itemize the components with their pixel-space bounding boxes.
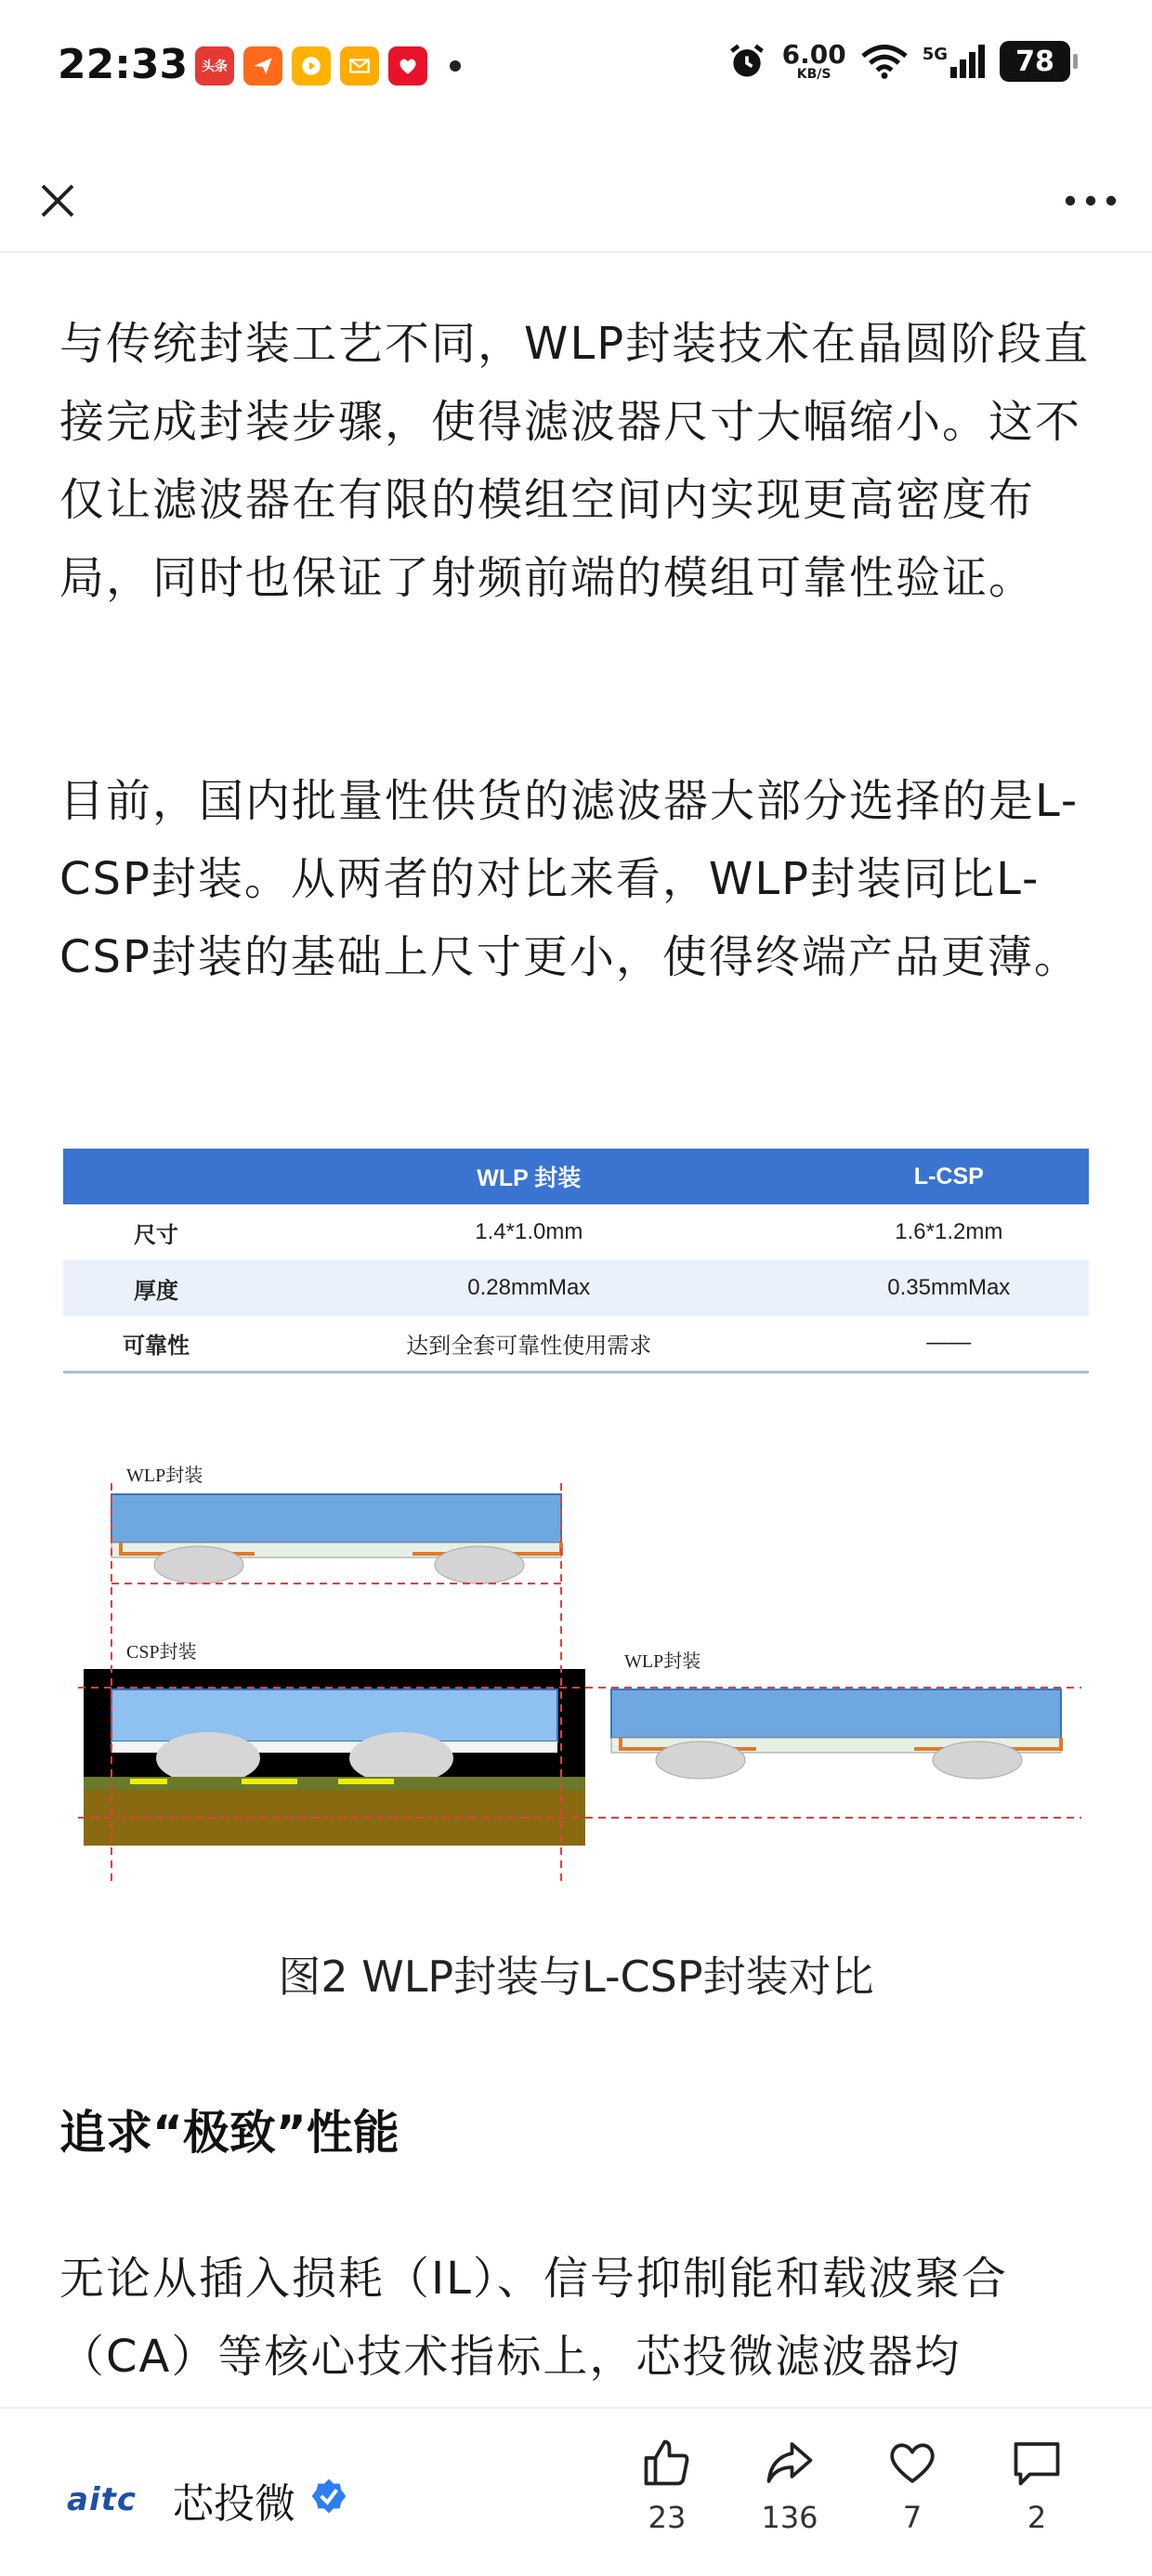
comment-button[interactable]: [990, 2435, 1083, 2535]
article-paragraph-3: 无论从插入损耗（IL）、信号抑制能和载波聚合（CA）等核心技术指标上，芯投微滤波器均: [59, 2253, 1008, 2383]
table-cell: 1.4*1.0mm: [475, 1219, 583, 1244]
paper-plane-app-icon: [243, 46, 282, 85]
battery-indicator: 78: [1000, 41, 1070, 82]
share-count: 136: [761, 2500, 818, 2535]
package-comparison-diagram: [59, 1446, 1093, 1883]
table-cell: 0.28mmMax: [249, 1260, 809, 1316]
table-header-cell: [63, 1149, 249, 1204]
heart-icon: [884, 2435, 940, 2491]
mail-app-icon: [340, 46, 379, 85]
network-speed-unit: KB/S: [796, 67, 831, 82]
network-speed-value: 6.00: [781, 39, 846, 70]
table-cell: 达到全套可靠性使用需求: [249, 1316, 809, 1372]
wlp-top-label: WLP封装: [126, 1465, 203, 1486]
comparison-figure[interactable]: [59, 1149, 1093, 2002]
system-icons: [727, 41, 1070, 82]
comment-count: 2: [1027, 2500, 1047, 2535]
verified-badge-icon: [310, 2477, 347, 2515]
toutiao-app-icon: 头条: [195, 46, 234, 85]
more-button[interactable]: [1057, 171, 1124, 230]
notification-icons: [195, 46, 461, 85]
cellular-signal-icon: [923, 45, 985, 78]
article-paragraph-1: 与传统封装工艺不同，WLP封装技术在晶圆阶段直接完成封装步骤，使得滤波器尺寸大幅缩小。这不仅让滤波器在有限的模组空间内实现更高密度布局，同时也保证了射频前端的模组可靠性验证。: [59, 318, 1091, 604]
comparison-table: [63, 1149, 1089, 1373]
network-speed: [781, 39, 846, 82]
table-row-label: 厚度: [63, 1260, 249, 1316]
wlp-top-bump: [154, 1546, 243, 1584]
section-title: 追求“极致”性能: [59, 2106, 399, 2160]
bottom-action-bar: [0, 2407, 1152, 2576]
table-cell: 1.6*1.2mm: [895, 1219, 1003, 1244]
top-nav: [0, 149, 1152, 253]
status-bar: [0, 0, 1152, 139]
thumbs-up-icon: [639, 2435, 695, 2491]
table-row: [63, 1316, 1089, 1372]
article-paragraph-2: 目前，国内批量性供货的滤波器大部分选择的是L-CSP封装。从两者的对比来看，WLP封装同比L-CSP封装的基础上尺寸更小，使得终端产品更薄。: [59, 775, 1080, 983]
table-header-cell: L-CSP: [809, 1149, 1089, 1204]
network-type: 5G: [922, 45, 948, 64]
like-button[interactable]: [621, 2435, 713, 2535]
csp-bump: [156, 1732, 260, 1784]
table-row: [63, 1260, 1089, 1316]
share-icon: [762, 2435, 818, 2491]
alarm-icon: [727, 41, 767, 82]
heart-app-icon: [388, 46, 427, 85]
wlp-top-die: [111, 1494, 561, 1543]
wlp-top-bump: [435, 1546, 524, 1584]
author-logo[interactable]: aitc: [67, 2481, 137, 2518]
table-header-row: [63, 1149, 1089, 1204]
csp-label: CSP封装: [126, 1642, 197, 1663]
table-row-label: 尺寸: [134, 1222, 178, 1248]
more-icon: [1063, 193, 1119, 208]
status-time: 22:33: [58, 41, 189, 88]
author-name[interactable]: 芯投微: [173, 2480, 295, 2528]
comment-icon: [1009, 2435, 1065, 2491]
favorite-count: 7: [902, 2500, 923, 2535]
wlp-right-bump: [656, 1741, 745, 1779]
wlp-right-bump: [933, 1741, 1022, 1779]
table-header-cell: WLP 封装: [249, 1149, 809, 1204]
table-row: [63, 1204, 1089, 1260]
wlp-right-label: WLP封装: [624, 1651, 701, 1672]
favorite-button[interactable]: [866, 2435, 959, 2535]
table-cell: 0.35mmMax: [809, 1260, 1089, 1316]
table-cell: ——: [809, 1316, 1089, 1372]
table-row-label: 可靠性: [63, 1316, 249, 1372]
like-count: 23: [648, 2500, 687, 2535]
close-icon: [35, 178, 80, 223]
wlp-right-die: [611, 1689, 1061, 1738]
figure-caption: 图2 WLP封装与L-CSP封装对比: [278, 1952, 874, 2002]
wifi-icon: [861, 43, 908, 80]
close-button[interactable]: [28, 171, 87, 230]
share-button[interactable]: [743, 2435, 836, 2535]
video-app-icon: [292, 46, 331, 85]
more-notifications-dot: [450, 60, 461, 72]
csp-bump: [349, 1732, 453, 1784]
csp-die: [111, 1689, 557, 1741]
